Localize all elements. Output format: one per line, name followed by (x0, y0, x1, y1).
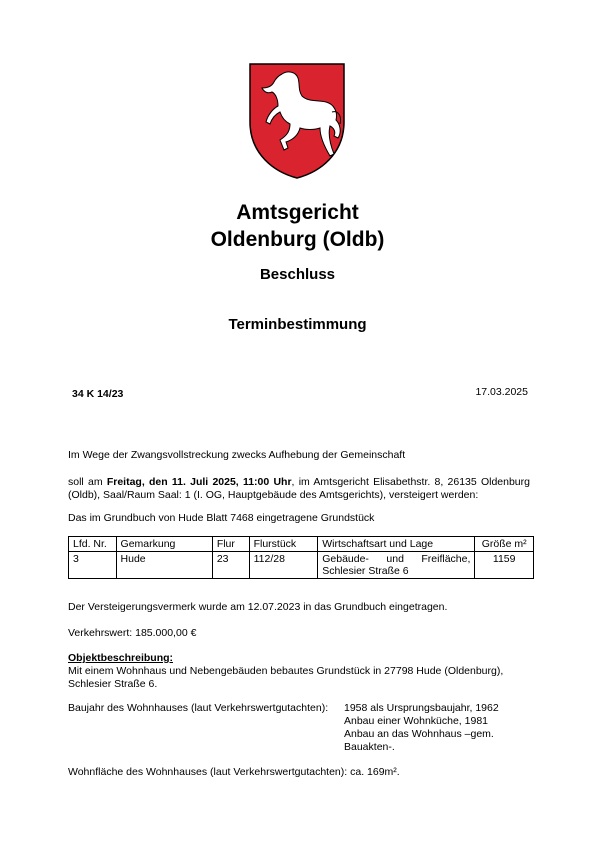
baujahr-label: Baujahr des Wohnhauses (laut Verkehrswertgutachten): (68, 702, 329, 714)
property-table (68, 536, 534, 579)
court-name-line1: Amtsgericht (236, 201, 359, 224)
auction-paragraph (68, 476, 530, 502)
auction-location: , im Amtsgericht Elisabethstr. 8, 26135 Oldenburg (Oldb), Saal/Raum Saal: 1 (I. OG, Hauptgebäude des Amtsgerichts), versteigert werden: (68, 476, 530, 501)
objekt-line2: Schlesier Straße 6. (68, 678, 158, 690)
baujahr-line3: Anbau an das Wohnhaus –gem. (344, 728, 494, 740)
wohnflaeche-text: Wohnfläche des Wohnhauses (laut Verkehrswertgutachten): ca. 169m². (68, 766, 400, 778)
table-header-row (69, 537, 534, 552)
baujahr-line2: Anbau einer Wohnküche, 1981 (344, 715, 488, 727)
auction-datetime: Freitag, den 11. Juli 2025, 11:00 Uhr (106, 476, 292, 488)
table-header: Flurstück (249, 537, 318, 552)
auction-prefix: soll am (68, 476, 107, 488)
document-title: Terminbestimmung (228, 316, 367, 333)
baujahr-line1: 1958 als Ursprungsbaujahr, 1962 (344, 702, 499, 714)
document-date: 17.03.2025 (475, 386, 528, 398)
objekt-heading (68, 652, 530, 665)
baujahr-line4: Bauakten-. (344, 741, 395, 753)
objekt-line1: Mit einem Wohnhaus und Nebengebäuden bebautes Grundstück in 27798 Hude (Oldenburg), (68, 665, 504, 677)
table-cell: 23 (212, 552, 249, 579)
table-header: Wirtschaftsart und Lage (318, 537, 475, 552)
court-name-line2: Oldenburg (Oldb) (210, 228, 385, 251)
table-cell: Hude (116, 552, 212, 579)
table-cell: Gebäude- und Freifläche, Schlesier Straße 6 (318, 552, 475, 579)
case-reference: 34 K 14/23 (72, 388, 124, 400)
table-header: Flur (212, 537, 249, 552)
objekt-heading-label: Objektbeschreibung: (68, 652, 174, 664)
vermerk-text: Der Versteigerungsvermerk wurde am 12.07.2023 in das Grundbuch eingetragen. (68, 601, 448, 613)
table-header: Lfd. Nr. (69, 537, 117, 552)
grundbuch-intro: Das im Grundbuch von Hude Blatt 7468 eingetragene Grundstück (68, 512, 375, 524)
coat-of-arms-icon (248, 62, 346, 180)
table-header: Gemarkung (116, 537, 212, 552)
table-cell: 3 (69, 552, 117, 579)
table-cell: 112/28 (249, 552, 318, 579)
table-cell: 1159 (475, 552, 534, 579)
table-header: Größe m² (475, 537, 534, 552)
document-type: Beschluss (259, 266, 336, 283)
table-row (69, 552, 534, 579)
intro-text: Im Wege der Zwangsvollstreckung zwecks Aufhebung der Gemeinschaft (68, 449, 406, 461)
verkehrswert-text: Verkehrswert: 185.000,00 € (68, 627, 197, 639)
